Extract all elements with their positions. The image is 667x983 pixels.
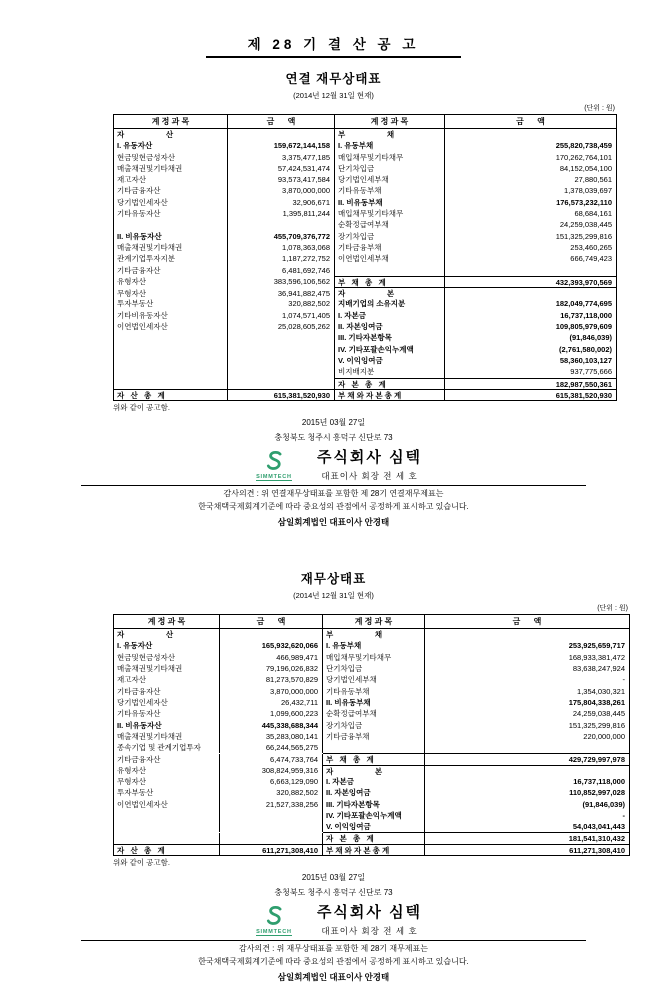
header-account-left: 계 정 과 목 [114, 615, 220, 628]
left-account-cell: 이연법인세자산 [114, 799, 220, 810]
right-amount-cell: 109,805,979,609 [555, 322, 612, 332]
right-account-cell: 기타유동부채 [335, 185, 445, 196]
right-account-cell [323, 742, 425, 753]
left-account-cell: 매출채권및기타채권 [114, 731, 220, 742]
table-row [114, 185, 616, 196]
table-header-row [114, 615, 629, 629]
left-amount-cell: 383,596,106,562 [228, 276, 335, 287]
right-account-cell: 부 채 총 계 [335, 276, 445, 288]
left-amount-cell: 1,078,363,068 [228, 242, 335, 253]
right-account-cell: I. 자본금 [323, 776, 425, 787]
table-row [114, 219, 616, 230]
left-amount-cell: 93,573,417,584 [228, 174, 335, 185]
company-block [0, 901, 667, 937]
audit-opinion-line-2: 한국채택국제회계기준에 따라 중요성의 관점에서 공정하게 표시하고 있습니다. [198, 957, 469, 967]
right-amount-cell: 151,325,299,816 [568, 720, 625, 730]
right-account-cell [335, 265, 445, 276]
consolidated-balance-sheet-table [113, 114, 617, 401]
right-account-cell: V. 이익잉여금 [335, 355, 445, 366]
statement-title: 재무상태표 [300, 572, 367, 587]
right-amount-cell: 182,987,550,361 [445, 378, 616, 390]
right-amount-cell: 68,684,161 [574, 209, 612, 219]
left-account-cell: 투자부동산 [114, 787, 220, 798]
header-amount-left: 금 액 [220, 615, 323, 628]
simmtech-logo-text: SIMMTECH [256, 473, 292, 480]
table-row [114, 378, 616, 389]
right-account-cell: 기타유동부채 [323, 686, 425, 697]
left-account-cell [114, 219, 228, 230]
right-amount-cell: 84,152,054,100 [559, 163, 612, 173]
right-amount-cell: 16,737,118,000 [560, 310, 612, 320]
left-account-cell: 매출채권및기타채권 [114, 163, 228, 174]
left-amount-cell: 611,271,308,410 [220, 844, 323, 856]
left-amount-cell: 3,870,000,000 [228, 185, 335, 196]
company-address: 충청북도 청주시 흥덕구 신단로 73 [274, 433, 393, 443]
right-account-cell: 자 본 [335, 287, 445, 299]
left-amount-cell: 57,424,531,474 [228, 163, 335, 174]
ceo-line: 대표이사 회장 전 세 호 [321, 926, 418, 937]
audit-opinion-line-1: 감사의견 : 위 연결재무상태표를 포함한 제 28기 연결재무제표는 [223, 489, 444, 499]
header-amount-right: 금 액 [516, 117, 545, 126]
left-account-cell: 무형자산 [114, 776, 220, 787]
table-row [114, 389, 616, 400]
table-row [114, 366, 616, 377]
company-name-block [317, 901, 422, 937]
ceo-line: 대표이사 회장 전 세 호 [321, 471, 418, 482]
left-account-cell [114, 366, 228, 377]
right-amount-cell: 151,325,299,816 [555, 231, 612, 241]
right-amount-cell: 24,259,038,445 [572, 709, 625, 719]
table-row [114, 720, 629, 731]
header-account-left: 계 정 과 목 [114, 115, 228, 128]
left-amount-cell: 445,338,688,344 [220, 720, 323, 731]
right-amount-cell: 1,354,030,321 [577, 686, 625, 696]
statement-title: 연결 재무상태표 [285, 72, 382, 86]
right-account-cell: 장기차입금 [335, 231, 445, 242]
right-account-cell: 기타금융부채 [323, 731, 425, 742]
left-account-cell: 유형자산 [114, 765, 220, 776]
left-amount-cell: 35,283,080,141 [220, 731, 323, 742]
company-name-block [317, 446, 422, 482]
left-account-cell [114, 378, 228, 389]
left-amount-cell: 6,663,129,090 [220, 776, 323, 787]
left-account-cell: 기타금융자산 [114, 185, 228, 196]
table-row [114, 640, 629, 651]
page-title: 제 28 기 결 산 공 고 [206, 33, 462, 58]
left-account-cell: 매출채권및기타채권 [114, 663, 220, 674]
right-amount-cell: 611,271,308,410 [425, 844, 629, 856]
table-header-row [114, 115, 616, 129]
left-amount-cell [228, 332, 335, 343]
right-account-cell: 순확정급여부채 [323, 708, 425, 719]
table-row [114, 686, 629, 697]
right-account-cell: 자 본 총 계 [335, 378, 445, 390]
right-amount-cell: 16,737,118,000 [573, 776, 625, 786]
left-amount-cell [228, 355, 335, 366]
table-row [114, 332, 616, 343]
right-account-cell: 비지배지분 [335, 366, 445, 377]
left-amount-cell: 320,882,502 [228, 298, 335, 309]
header-amount-right: 금 액 [512, 617, 542, 627]
left-account-cell: 자 산 [114, 629, 220, 640]
table-row [114, 731, 629, 742]
left-amount-cell: 6,481,692,746 [228, 265, 335, 276]
right-account-cell: III. 기타자본항목 [335, 332, 445, 343]
right-amount-cell: 58,360,103,127 [559, 355, 612, 365]
left-amount-cell: 21,527,338,256 [220, 799, 323, 810]
left-account-cell: 투자부동산 [114, 298, 228, 309]
as-of-date: (2014년 12월 31일 현재) [293, 91, 374, 100]
right-amount-cell: 253,460,265 [570, 242, 612, 252]
right-amount-cell: 937,775,666 [570, 367, 612, 377]
left-account-cell: II. 비유동자산 [114, 231, 228, 242]
right-account-cell: 매입채무및기타채무 [335, 152, 445, 163]
as-of-date: (2014년 12월 31일 현재) [293, 591, 374, 601]
left-account-cell: 자 산 총 계 [114, 844, 220, 856]
left-account-cell [114, 355, 228, 366]
right-amount-cell: 432,393,970,569 [445, 276, 616, 288]
right-account-cell: 단기차입금 [323, 663, 425, 674]
left-amount-cell [220, 833, 323, 844]
table-row [114, 810, 629, 821]
simmtech-logo [245, 903, 303, 936]
left-amount-cell: 26,432,711 [220, 697, 323, 708]
table-row [114, 663, 629, 674]
simmtech-s-icon [261, 903, 287, 929]
left-account-cell: 기타유동자산 [114, 208, 228, 219]
table-row [114, 697, 629, 708]
right-amount-cell: 170,262,764,101 [555, 152, 612, 162]
header-amount-left: 금 액 [228, 115, 335, 128]
right-amount-cell: - [622, 675, 625, 685]
unit-note: (단위 : 원) [597, 605, 628, 613]
table-row [114, 674, 629, 685]
unit-note: (단위 : 원) [584, 105, 615, 112]
left-amount-cell: 165,932,620,066 [220, 640, 323, 651]
table-row [114, 765, 629, 776]
title-wrap [0, 0, 667, 58]
right-account-cell: 부 채 [335, 129, 445, 140]
left-amount-cell [228, 219, 335, 230]
left-account-cell [114, 833, 220, 844]
left-amount-cell [220, 810, 323, 821]
left-amount-cell: 308,824,959,316 [220, 765, 323, 776]
table-row [114, 776, 629, 787]
left-amount-cell: 1,395,811,244 [228, 208, 335, 219]
announce-note: 위와 같이 공고함. [113, 858, 170, 868]
table-row [114, 344, 616, 355]
left-account-cell: 종속기업 및 관계기업투자 [114, 742, 220, 753]
right-amount-cell: 1,378,039,697 [564, 186, 612, 196]
left-amount-cell: 36,941,882,475 [228, 288, 335, 299]
right-account-cell: II. 자본잉여금 [323, 787, 425, 798]
right-account-cell: 순확정급여부채 [335, 219, 445, 230]
left-amount-cell: 81,273,570,829 [220, 674, 323, 685]
right-amount-cell: 429,729,997,978 [425, 753, 629, 765]
left-amount-cell: 66,244,565,275 [220, 742, 323, 753]
left-amount-cell [228, 366, 335, 377]
left-account-cell [114, 332, 228, 343]
table-row [114, 129, 616, 140]
left-account-cell: 유형자산 [114, 276, 228, 287]
left-account-cell: 매출채권및기타채권 [114, 242, 228, 253]
right-account-cell: 매입채무및기타채무 [323, 652, 425, 663]
table-row [114, 197, 616, 208]
table-row [114, 310, 616, 321]
table-row [114, 787, 629, 798]
table-row [114, 321, 616, 332]
right-account-cell: 당기법인세부채 [323, 674, 425, 685]
left-account-cell: 자 산 [114, 129, 228, 140]
left-amount-cell [228, 378, 335, 389]
right-amount-cell: 110,852,997,028 [569, 788, 625, 798]
table-row [114, 140, 616, 151]
table-row [114, 753, 629, 764]
right-account-cell: 자 본 총 계 [323, 832, 425, 844]
left-account-cell: 현금및현금성자산 [114, 652, 220, 663]
left-account-cell [114, 344, 228, 355]
right-account-cell: II. 자본잉여금 [335, 321, 445, 332]
left-amount-cell: 320,882,502 [220, 787, 323, 798]
left-account-cell: 기타금융자산 [114, 686, 220, 697]
right-amount-cell: 253,925,659,717 [568, 641, 625, 651]
company-name: 주식회사 심텍 [316, 449, 423, 467]
auditor-line: 삼일회계법인 대표이사 안경태 [277, 517, 390, 528]
header-account-right: 계 정 과 목 [335, 115, 445, 128]
table-row [114, 265, 616, 276]
table-row [114, 152, 616, 163]
section-gap [0, 528, 667, 558]
table-row [114, 298, 616, 309]
company-name: 주식회사 심텍 [316, 904, 423, 922]
table-row [114, 231, 616, 242]
right-account-cell: 매입채무및기타채무 [335, 208, 445, 219]
right-amount-cell: 615,381,520,930 [445, 389, 616, 401]
table-row [114, 253, 616, 264]
horizontal-divider [81, 940, 586, 941]
right-account-cell: I. 유동부채 [335, 140, 445, 151]
right-amount-cell: 27,880,561 [574, 175, 612, 185]
right-amount-cell: - [622, 810, 625, 820]
left-amount-cell [228, 129, 335, 140]
horizontal-divider [81, 485, 586, 486]
table-row [114, 832, 629, 843]
right-amount-cell: (91,846,039) [569, 333, 612, 343]
left-amount-cell: 1,187,272,752 [228, 253, 335, 264]
audit-opinion-line-1: 감사의견 : 위 재무상태표를 포함한 제 28기 재무제표는 [239, 944, 428, 954]
right-account-cell: 자 본 [323, 765, 425, 777]
left-account-cell: 현금및현금성자산 [114, 152, 228, 163]
right-account-cell: III. 기타자본항목 [323, 799, 425, 810]
right-amount-cell: 176,573,232,110 [556, 197, 612, 207]
table-row [114, 355, 616, 366]
left-amount-cell [228, 344, 335, 355]
left-amount-cell: 1,074,571,405 [228, 310, 335, 321]
table-row [114, 799, 629, 810]
right-account-cell: 지배기업의 소유지분 [335, 298, 445, 309]
left-account-cell: 자 산 총 계 [114, 389, 228, 401]
right-amount-cell: 24,259,038,445 [559, 220, 612, 230]
section-separate [0, 569, 667, 983]
company-address: 충청북도 청주시 흥덕구 신단로 73 [274, 888, 393, 898]
left-amount-cell: 3,870,000,000 [220, 686, 323, 697]
left-amount-cell: 466,989,471 [220, 652, 323, 663]
right-account-cell: 부 채 와 자 본 총 계 [323, 844, 425, 856]
left-account-cell: 재고자산 [114, 674, 220, 685]
table-row [114, 276, 616, 287]
right-account-cell: I. 자본금 [335, 310, 445, 321]
left-account-cell [114, 810, 220, 821]
left-amount-cell: 6,474,733,764 [220, 754, 323, 765]
right-amount-cell: 181,541,310,432 [425, 832, 629, 844]
right-account-cell: 부 채 와 자 본 총 계 [335, 389, 445, 401]
left-account-cell: 기타금융자산 [114, 754, 220, 765]
left-amount-cell [220, 821, 323, 832]
right-amount-cell [445, 265, 616, 276]
left-amount-cell: 1,099,600,223 [220, 708, 323, 719]
simmtech-logo [245, 448, 303, 481]
table-row [114, 742, 629, 753]
section-consolidated [0, 69, 667, 528]
right-account-cell: 장기차입금 [323, 720, 425, 731]
right-account-cell: 부 채 [323, 629, 425, 640]
report-date: 2015년 03월 27일 [301, 873, 366, 883]
separate-balance-sheet-table [113, 614, 630, 856]
audit-opinion-line-2: 한국채택국제회계기준에 따라 중요성의 관점에서 공정하게 표시하고 있습니다. [198, 502, 469, 512]
right-account-cell: 이연법인세부채 [335, 253, 445, 264]
right-amount-cell: 54,043,041,443 [572, 822, 625, 832]
left-amount-cell: 455,709,376,772 [228, 231, 335, 242]
right-account-cell: 기타금융부채 [335, 242, 445, 253]
left-amount-cell: 32,906,671 [228, 197, 335, 208]
company-block [0, 446, 667, 482]
left-account-cell: 무형자산 [114, 288, 228, 299]
table-row [114, 174, 616, 185]
right-amount-cell: 175,804,338,261 [568, 697, 625, 707]
right-amount-cell [445, 129, 616, 140]
auditor-line: 삼일회계법인 대표이사 안경태 [277, 972, 390, 983]
right-amount-cell: 255,820,738,459 [555, 141, 612, 151]
header-account-right: 계 정 과 목 [323, 615, 425, 628]
table-row [114, 629, 629, 640]
announce-note: 위와 같이 공고함. [113, 403, 170, 413]
right-account-cell: 당기법인세부채 [335, 174, 445, 185]
right-account-cell: 단기차입금 [335, 163, 445, 174]
right-amount-cell: 182,049,774,695 [555, 299, 612, 309]
right-account-cell: II. 비유동부채 [323, 697, 425, 708]
table-row [114, 163, 616, 174]
table-row [114, 821, 629, 832]
right-account-cell: I. 유동부채 [323, 640, 425, 651]
right-amount-cell: 83,638,247,924 [572, 664, 625, 674]
left-account-cell: 이연법인세자산 [114, 321, 228, 332]
right-account-cell: II. 비유동부채 [335, 197, 445, 208]
left-account-cell: 기타비유동자산 [114, 310, 228, 321]
left-account-cell: 관계기업투자지분 [114, 253, 228, 264]
right-account-cell: IV. 기타포괄손익누계액 [323, 810, 425, 821]
right-amount-cell [425, 629, 629, 640]
table-row [114, 844, 629, 855]
left-account-cell: II. 비유동자산 [114, 720, 220, 731]
table-row [114, 708, 629, 719]
left-account-cell: 당기법인세자산 [114, 697, 220, 708]
simmtech-s-icon [261, 448, 287, 474]
table-row [114, 208, 616, 219]
right-amount-cell [425, 742, 629, 753]
left-account-cell: 기타금융자산 [114, 265, 228, 276]
right-amount-cell: (91,846,039) [582, 799, 625, 809]
report-date: 2015년 03월 27일 [301, 418, 366, 428]
left-amount-cell: 25,028,605,262 [228, 321, 335, 332]
table-row [114, 652, 629, 663]
simmtech-logo-text: SIMMTECH [256, 928, 292, 935]
left-account-cell: I. 유동자산 [114, 140, 228, 151]
table-row [114, 242, 616, 253]
left-account-cell: 당기법인세자산 [114, 197, 228, 208]
right-account-cell: V. 이익잉여금 [323, 821, 425, 832]
right-account-cell: 부 채 총 계 [323, 753, 425, 765]
left-amount-cell: 615,381,520,930 [228, 389, 335, 401]
left-account-cell [114, 821, 220, 832]
left-amount-cell: 3,375,477,185 [228, 152, 335, 163]
left-account-cell: 기타유동자산 [114, 708, 220, 719]
right-amount-cell: 666,749,423 [570, 254, 612, 264]
left-account-cell: I. 유동자산 [114, 640, 220, 651]
left-amount-cell: 79,196,026,832 [220, 663, 323, 674]
left-account-cell: 재고자산 [114, 174, 228, 185]
right-amount-cell: 168,933,381,472 [568, 652, 625, 662]
table-row [114, 287, 616, 298]
right-account-cell: IV. 기타포괄손익누계액 [335, 344, 445, 355]
left-amount-cell: 159,672,144,158 [228, 140, 335, 151]
left-amount-cell [220, 629, 323, 640]
right-amount-cell: 220,000,000 [583, 731, 625, 741]
right-amount-cell: (2,761,580,002) [559, 344, 612, 354]
